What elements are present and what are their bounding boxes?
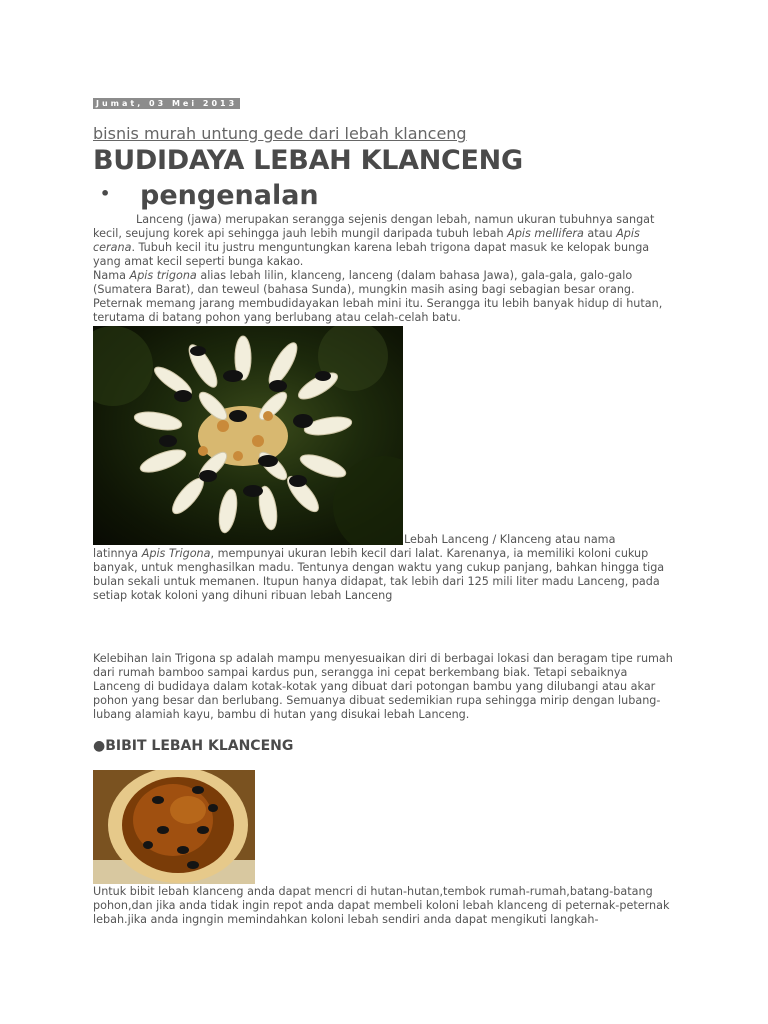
body-paragraph-3: Kelebihan lain Trigona sp adalah mampu menyesuaikan diri di berbagai lokasi dan beragam tipe rumah dari rumah bamboo sampai kardus pun, serangga ini cepat berkembang biak. Tetapi sebaiknya Lanceng di budidaya dalam kotak-kotak yang dibuat dari potongan bambu yang dilubangi atau akar pohon yang besar dan berlubang. Semuanya dibuat sedemikian rupa sehingga mirip dengan lubang-lubang alamiah kayu, bambu di hutan yang disukai lebah Lanceng. [93, 652, 673, 721]
caption-paragraph [93, 547, 678, 603]
intro2-text-a: Nama [93, 269, 130, 282]
intro2-species: Apis trigona [129, 269, 197, 282]
intro-text-b: atau [583, 227, 617, 240]
intro-paragraph-1 [93, 213, 678, 269]
post-date: Jumat, 03 Mei 2013 [93, 98, 240, 109]
intro2-text-b: alias lebah lilin, klanceng, lanceng (dalam bahasa Jawa), gala-gala, galo-galo (Sumatera Barat), dan teweul (bahasa Sunda), mungkin masih asing bagi sebagian besar orang. Peternak memang jarang membudidayakan lebah mini itu. Serangga itu lebih banyak hidup di hutan, terutama di batang pohon yang berlubang atau celah-celah batu. [93, 269, 663, 324]
intro-text-c: . Tubuh kecil itu justru menguntungkan karena lebah trigona dapat masuk ke kelopak bunga yang amat kecil seperti bunga kakao. [93, 241, 650, 268]
bee-flower-illustration [93, 326, 403, 545]
intro-species-1: Apis mellifera [507, 227, 584, 240]
bee-flower-photo [93, 326, 403, 545]
section-heading [100, 180, 319, 211]
intro-paragraph-2 [93, 269, 678, 325]
intro-species-2: Apis cerana [93, 227, 640, 254]
bullet-icon: • [100, 184, 111, 203]
section-heading-label: pengenalan [140, 180, 319, 211]
sub-heading-bibit: ●BIBIT LEBAH KLANCENG [93, 738, 294, 754]
bamboo-nest-photo [93, 770, 255, 884]
caption-text-b: , mempunyai ukuran lebih kecil dari lalat. Karenanya, ia memiliki koloni cukup banyak, untuk menghasilkan madu. Tentunya dengan waktu yang cukup panjang, bahkan hingga tiga bulan sekali untuk memanen. Itupun hanya didapat, tak lebih dari 125 mili liter madu Lanceng, pada setiap kotak koloni yang dihuni ribuan lebah Lanceng [93, 547, 665, 602]
bamboo-nest-illustration [93, 770, 255, 884]
caption-species: Apis Trigona [141, 547, 211, 560]
caption-text-a: latinnya [93, 547, 142, 560]
page-title: BUDIDAYA LEBAH KLANCENG [93, 145, 523, 176]
intro-text-a: Lanceng (jawa) merupakan serangga sejenis dengan lebah, namun ukuran tubuhnya sangat kecil, seujung korek api sehingga jauh lebih mungil daripada tubuh lebah [93, 213, 655, 240]
photo-caption-inline: Lebah Lanceng / Klanceng atau nama [404, 533, 616, 546]
body-paragraph-4: Untuk bibit lebah klanceng anda dapat mencri di hutan-hutan,tembok rumah-rumah,batang-batang pohon,dan jika anda tidak ingin repot anda dapat membeli koloni lebah klanceng di peternak-peternak lebah.jika anda ingngin memindahkan koloni lebah sendiri anda dapat mengikuti langkah- [93, 885, 670, 926]
subtitle-link[interactable]: bisnis murah untung gede dari lebah klanceng [93, 124, 467, 143]
